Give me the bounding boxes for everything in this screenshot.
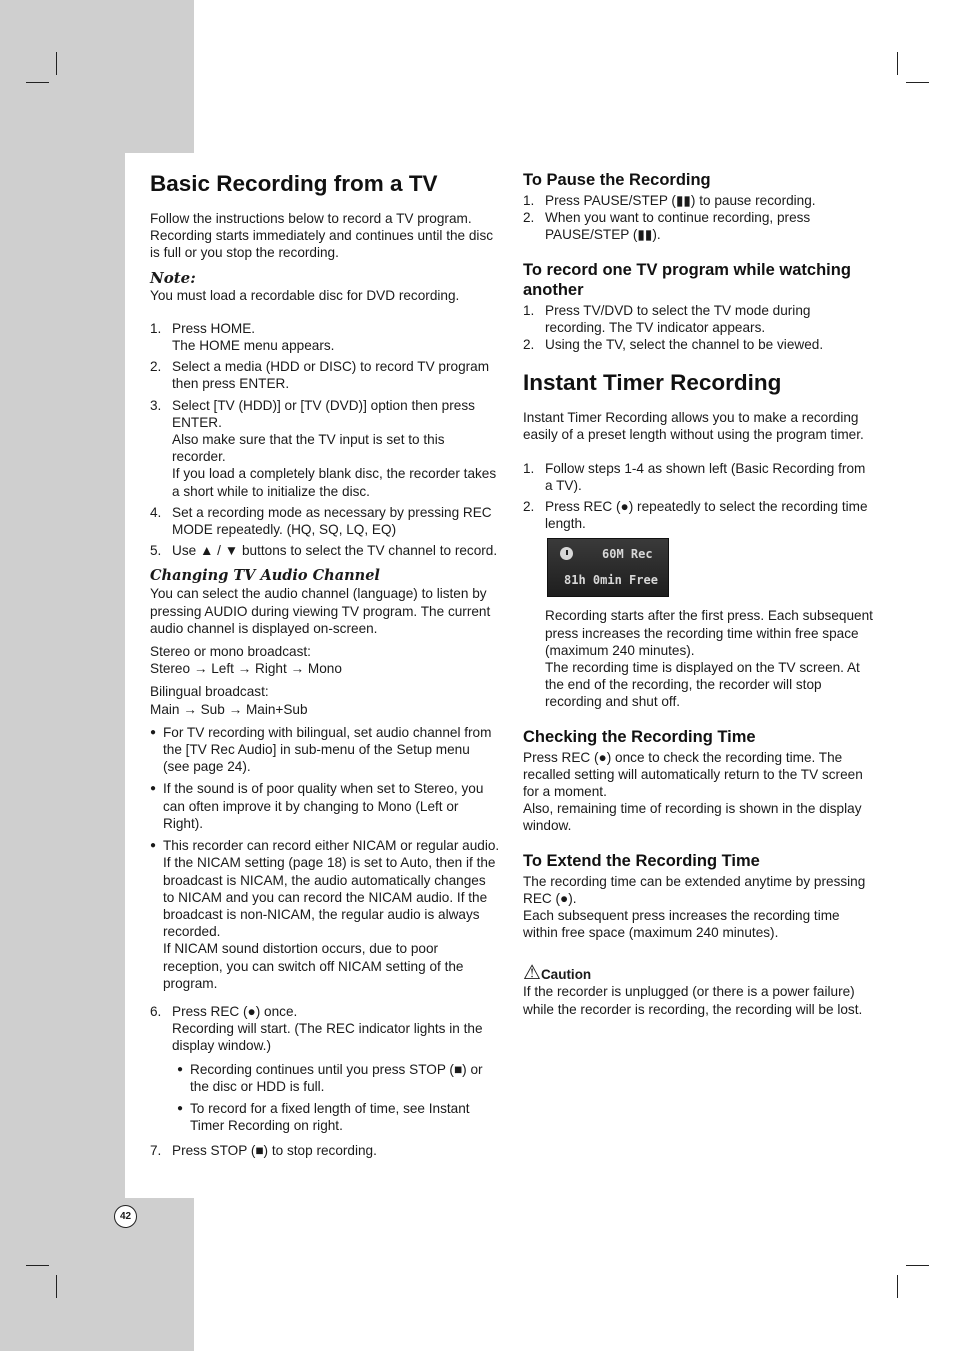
list-item: ● This recorder can record either NICAM or regular audio. If the NICAM setting (page 18) is set to Auto, then if the broadcast is NICAM, the audio automatically changes to NICAM and you can record the NICAM audio. If the broadcast is non-NICAM, the regular audio is always recorded. If NICAM sound distortion occurs, due to poor reception, you can switch off NICAM setting of the program. bbox=[150, 838, 500, 991]
list-item: 1. Press PAUSE/STEP (▮▮) to pause recording. bbox=[523, 193, 816, 208]
list-item: 1. Press TV/DVD to select the TV mode during recording. The TV indicator appears. bbox=[523, 302, 811, 335]
list-item: ● For TV recording with bilingual, set audio channel from the [TV Rec Audio] in sub-menu of the Setup menu (see page 24). bbox=[150, 724, 492, 775]
left-column bbox=[150, 170, 500, 1164]
watch-steps-list bbox=[523, 302, 873, 354]
caution-title: Caution bbox=[540, 967, 592, 983]
caution-text: If the recorder is unplugged (or there is a power failure) while the recorder is recording, the recording will be lost. bbox=[523, 984, 863, 1017]
itr-after-text: Recording starts after the first press. Each subsequent press increases the recording time within free space (maximum 240 minutes). bbox=[545, 608, 873, 658]
section-title-instant-timer: Instant Timer Recording bbox=[523, 370, 782, 396]
crop-mark bbox=[56, 1275, 57, 1298]
extend-title: To Extend the Recording Time bbox=[523, 851, 760, 870]
pause-steps-list bbox=[523, 192, 873, 244]
list-item: 1. Press HOME. The HOME menu appears. bbox=[150, 320, 335, 354]
intro-text: Follow the instructions below to record a TV program. Recording starts immediately and continues until the disc is full or you stop the recording. bbox=[150, 211, 494, 261]
crop-mark bbox=[56, 52, 57, 75]
itr-intro: Instant Timer Recording allows you to make a recording easily of a preset length without using the program timer. bbox=[523, 410, 864, 443]
crop-mark bbox=[897, 1275, 898, 1298]
list-item: 6. Press REC (●) once. Recording will start. (The REC indicator lights in the display window.) ● Recording continues until you press STOP (■) or the disc or HDD is full. ● To record for a fixed length of time, see Instant Timer Recording on right. bbox=[150, 1003, 500, 1134]
sidebar-bottom-band bbox=[0, 1198, 194, 1351]
list-item: ● If the sound is of poor quality when set to Stereo, you can often improve it by changing to Mono (Left or Right). bbox=[150, 781, 484, 831]
note-title: Note: bbox=[150, 268, 196, 287]
page-number: 42 bbox=[114, 1205, 137, 1228]
audio-channel-text: You can select the audio channel (language) to listen by pressing AUDIO during viewing TV program. The current audio channel is displayed on-screen. bbox=[150, 586, 491, 636]
list-item: 3. Select [TV (HDD)] or [TV (DVD)] option then press ENTER. Also make sure that the TV input is set to this recorder. If you load a completely blank disc, the recorder takes a short while to initialize the disc. bbox=[150, 397, 497, 499]
note-text: You must load a recordable disc for DVD recording. bbox=[150, 287, 460, 303]
caution-heading bbox=[523, 963, 873, 983]
bilingual-sequence: Main → Sub → Main+Sub bbox=[150, 701, 308, 717]
crop-mark bbox=[906, 1265, 929, 1266]
right-column bbox=[523, 170, 873, 1018]
check-title: Checking the Recording Time bbox=[523, 727, 756, 746]
final-steps-list bbox=[150, 1003, 500, 1160]
crop-mark bbox=[906, 82, 929, 83]
osd-free-space: 81h 0min Free bbox=[564, 573, 658, 588]
list-item: 2. Select a media (HDD or DISC) to record TV program then press ENTER. bbox=[150, 359, 490, 392]
osd-rec-length: 60M Rec bbox=[602, 547, 653, 562]
crop-mark bbox=[26, 1265, 49, 1266]
stereo-label: Stereo or mono broadcast: bbox=[150, 644, 311, 660]
list-item: 5. Use ▲ / ▼ buttons to select the TV channel to record. bbox=[150, 543, 498, 559]
list-item: ● Recording continues until you press STOP (■) or the disc or HDD is full. bbox=[177, 1061, 483, 1094]
check-text-2: Also, remaining time of recording is shown in the display window. bbox=[523, 801, 862, 834]
sidebar-left-band bbox=[0, 153, 125, 1198]
pause-title: To Pause the Recording bbox=[523, 171, 711, 189]
list-item: 4. Set a recording mode as necessary by pressing REC MODE repeatedly. (HQ, SQ, LQ, EQ) bbox=[150, 504, 492, 538]
list-item: 7. Press STOP (■) to stop recording. bbox=[150, 1143, 377, 1159]
recording-osd-display bbox=[547, 538, 669, 597]
crop-mark bbox=[26, 82, 49, 83]
itr-after-text-2: The recording time is displayed on the TV screen. At the end of the recording, the recorder will stop recording and shut off. bbox=[545, 660, 860, 710]
warning-icon: ⚠ bbox=[523, 962, 541, 985]
step6-bullets bbox=[172, 1061, 500, 1135]
bilingual-label: Bilingual broadcast: bbox=[150, 684, 269, 700]
list-item: 2. Press REC (●) repeatedly to select the recording time length. bbox=[523, 499, 868, 532]
audio-notes-list bbox=[150, 724, 500, 992]
audio-channel-title: Changing TV Audio Channel bbox=[150, 567, 380, 585]
extend-text: The recording time can be extended anytime by pressing REC (●). bbox=[523, 873, 866, 906]
list-item: 2. When you want to continue recording, press PAUSE/STEP (▮▮). bbox=[523, 210, 811, 243]
clock-icon bbox=[560, 547, 573, 560]
list-item: 1. Follow steps 1-4 as shown left (Basic Recording from a TV). bbox=[523, 460, 866, 493]
basic-steps-list bbox=[150, 320, 500, 560]
sidebar-top-band bbox=[0, 0, 194, 153]
itr-steps-list bbox=[523, 460, 873, 533]
section-title-basic-recording: Basic Recording from a TV bbox=[150, 171, 438, 196]
stereo-sequence: Stereo → Left → Right → Mono bbox=[150, 661, 342, 677]
list-item: ● To record for a fixed length of time, see Instant Timer Recording on right. bbox=[177, 1100, 470, 1134]
extend-text-2: Each subsequent press increases the recording time within free space (maximum 240 minutes). bbox=[523, 908, 840, 941]
check-text: Press REC (●) once to check the recording time. The recalled setting will automatically return to the TV screen for a moment. bbox=[523, 749, 863, 800]
watch-title: To record one TV program while watching another bbox=[523, 260, 851, 299]
list-item: 2. Using the TV, select the channel to be viewed. bbox=[523, 337, 824, 353]
crop-mark bbox=[897, 52, 898, 75]
